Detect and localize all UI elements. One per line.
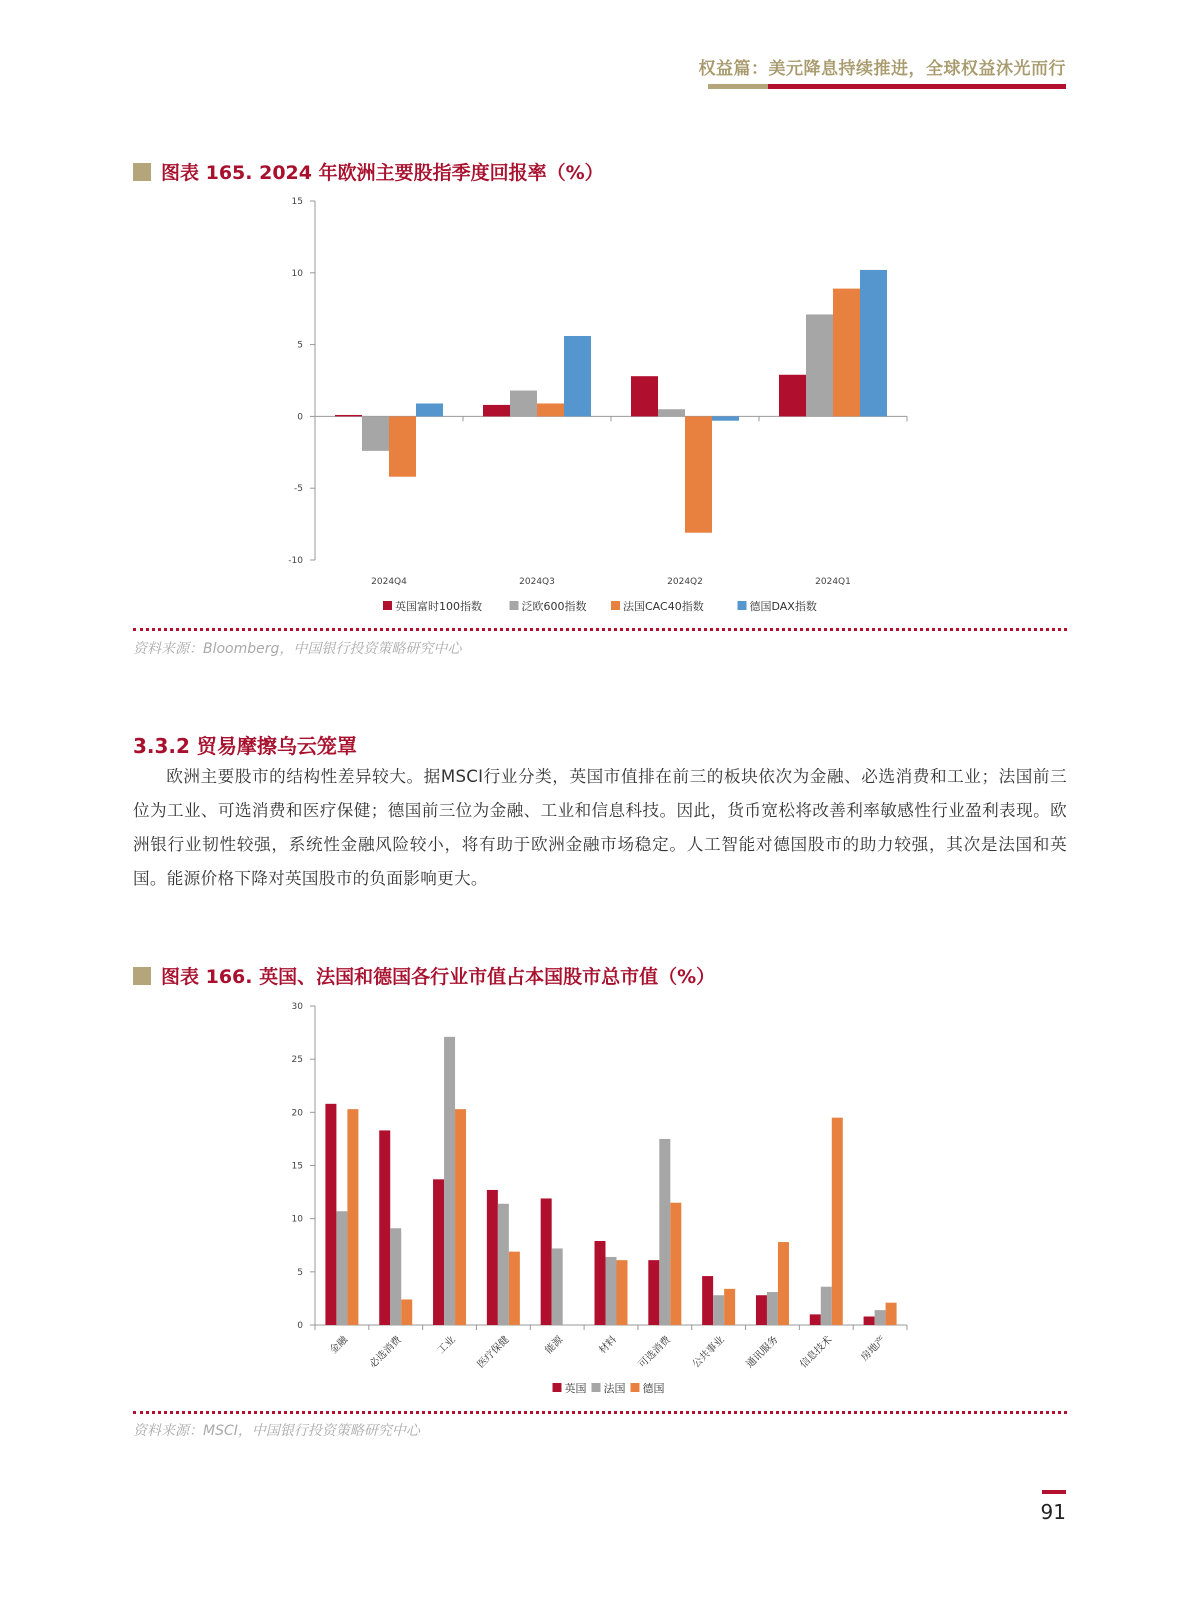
legend-label: 英国富时100指数: [395, 600, 482, 613]
legend-label: 英国: [564, 1382, 587, 1395]
figure1-divider: [133, 628, 1067, 631]
bar: [401, 1299, 412, 1325]
page-number: 91: [1040, 1500, 1066, 1524]
x-category-label: 房地产: [859, 1334, 889, 1364]
figure2-title-row: [133, 962, 715, 989]
bar: [806, 314, 833, 416]
bar: [670, 1203, 681, 1325]
bar: [444, 1037, 455, 1325]
bar: [767, 1292, 778, 1325]
page-number-mark: [1042, 1490, 1066, 1494]
legend-swatch: [553, 1383, 562, 1392]
bar: [541, 1198, 552, 1325]
x-category-label: 金融: [328, 1334, 351, 1357]
bar: [617, 1260, 628, 1325]
bar: [724, 1289, 735, 1325]
legend-swatch: [738, 601, 747, 610]
bar: [821, 1287, 832, 1325]
legend-swatch: [611, 601, 620, 610]
figure1-source: 资料来源：Bloomberg，中国银行投资策略研究中心: [133, 641, 462, 657]
y-tick-label: -10: [288, 556, 303, 566]
bar: [390, 1228, 401, 1325]
x-category-label: 必选消费: [367, 1334, 404, 1371]
figure1-title: 图表 165. 2024 年欧洲主要股指季度回报率（%）: [161, 162, 604, 184]
x-category-label: 信息技术: [798, 1334, 835, 1371]
bar: [778, 1242, 789, 1325]
x-category-label: 2024Q3: [519, 577, 555, 587]
y-tick-label: -5: [294, 484, 303, 495]
bar: [433, 1179, 444, 1325]
bar: [379, 1130, 390, 1325]
legend-swatch: [592, 1383, 601, 1392]
x-category-label: 公共事业: [690, 1334, 727, 1371]
header-title: 权益篇：美元降息持续推进，全球权益沐光而行: [698, 59, 1066, 79]
y-tick-label: 25: [291, 1055, 303, 1066]
legend-swatch: [510, 601, 519, 610]
x-category-label: 2024Q4: [371, 577, 407, 587]
bar: [712, 416, 739, 420]
x-category-label: 2024Q2: [667, 577, 703, 587]
bar: [658, 409, 685, 416]
bar: [832, 1118, 843, 1325]
y-tick-label: 5: [297, 1267, 303, 1278]
bar: [487, 1190, 498, 1325]
legend-label: 法国: [603, 1382, 626, 1395]
chart-quarterly-returns: [0, 185, 1178, 625]
bar: [685, 416, 712, 532]
x-category-label: 工业: [435, 1334, 458, 1357]
body-paragraph: 欧洲主要股市的结构性差异较大。据MSCI行业分类，英国市值排在前三的板块依次为金融、必选消费和工业；法国前三位为工业、可选消费和医疗保健；德国前三位为金融、工业和信息科技。因此，货币宽松将改善利率敏感性行业盈利表现。欧洲银行业韧性较强，系统性金融风险较小，将有助于欧洲金融市场稳定。人工智能对德国股市的助力较强，其次是法国和英国。能源价格下降对英国股市的负面影响更大。: [133, 767, 1067, 888]
x-category-label: 医疗保健: [475, 1334, 512, 1371]
y-tick-label: 0: [297, 412, 303, 423]
bar: [455, 1109, 466, 1325]
y-tick-label: 15: [291, 197, 303, 207]
y-tick-label: 0: [297, 1321, 303, 1331]
y-tick-label: 15: [291, 1161, 303, 1172]
bar: [537, 403, 564, 416]
bar: [779, 375, 806, 417]
bar: [631, 376, 658, 416]
bar: [833, 289, 860, 417]
figure2-source: 资料来源：MSCI，中国银行投资策略研究中心: [133, 1423, 420, 1439]
bar: [335, 415, 362, 416]
bar: [483, 405, 510, 416]
chart-sector-weights: [0, 990, 1178, 1405]
bar: [702, 1276, 713, 1325]
y-tick-label: 5: [297, 340, 303, 351]
bar: [595, 1241, 606, 1325]
bar: [362, 416, 389, 450]
x-category-label: 2024Q1: [815, 577, 851, 587]
legend-swatch: [631, 1383, 640, 1392]
y-tick-label: 10: [291, 1214, 303, 1225]
bar: [860, 270, 887, 416]
figure2-title: 图表 166. 英国、法国和德国各行业市值占本国股市总市值（%）: [161, 966, 716, 988]
title-marker: [133, 163, 151, 181]
bar: [325, 1104, 336, 1325]
header-rule-gold: [708, 84, 768, 89]
bar: [648, 1260, 659, 1325]
bar: [875, 1310, 886, 1325]
bar: [756, 1295, 767, 1325]
x-category-label: 材料: [597, 1334, 620, 1357]
figure2-divider: [133, 1411, 1067, 1414]
bar: [659, 1139, 670, 1325]
legend-label: 泛欧600指数: [521, 600, 587, 613]
bar: [552, 1248, 563, 1325]
bar: [713, 1295, 724, 1325]
bar: [336, 1211, 347, 1325]
bar: [347, 1109, 358, 1325]
x-category-label: 通讯服务: [744, 1334, 781, 1371]
bar: [416, 403, 443, 416]
bar: [510, 391, 537, 417]
section-heading: 3.3.2 贸易摩擦乌云笼罩: [133, 734, 357, 758]
bar: [564, 336, 591, 416]
legend-label: 德国DAX指数: [749, 600, 817, 613]
x-category-label: 能源: [543, 1334, 566, 1357]
legend-swatch: [383, 601, 392, 610]
bar: [389, 416, 416, 476]
bar: [864, 1316, 875, 1325]
bar: [886, 1303, 897, 1325]
y-tick-label: 20: [291, 1108, 303, 1119]
y-tick-label: 30: [291, 1002, 303, 1012]
bar: [509, 1252, 520, 1325]
title-marker: [133, 967, 151, 985]
header-rule-red: [768, 84, 1066, 89]
y-tick-label: 10: [291, 268, 303, 279]
bar: [810, 1314, 821, 1325]
bar: [498, 1204, 509, 1325]
figure1-title-row: [133, 158, 604, 185]
legend-label: 德国: [642, 1382, 665, 1395]
legend-label: 法国CAC40指数: [623, 600, 704, 613]
x-category-label: 可选消费: [636, 1334, 673, 1371]
bar: [606, 1257, 617, 1325]
